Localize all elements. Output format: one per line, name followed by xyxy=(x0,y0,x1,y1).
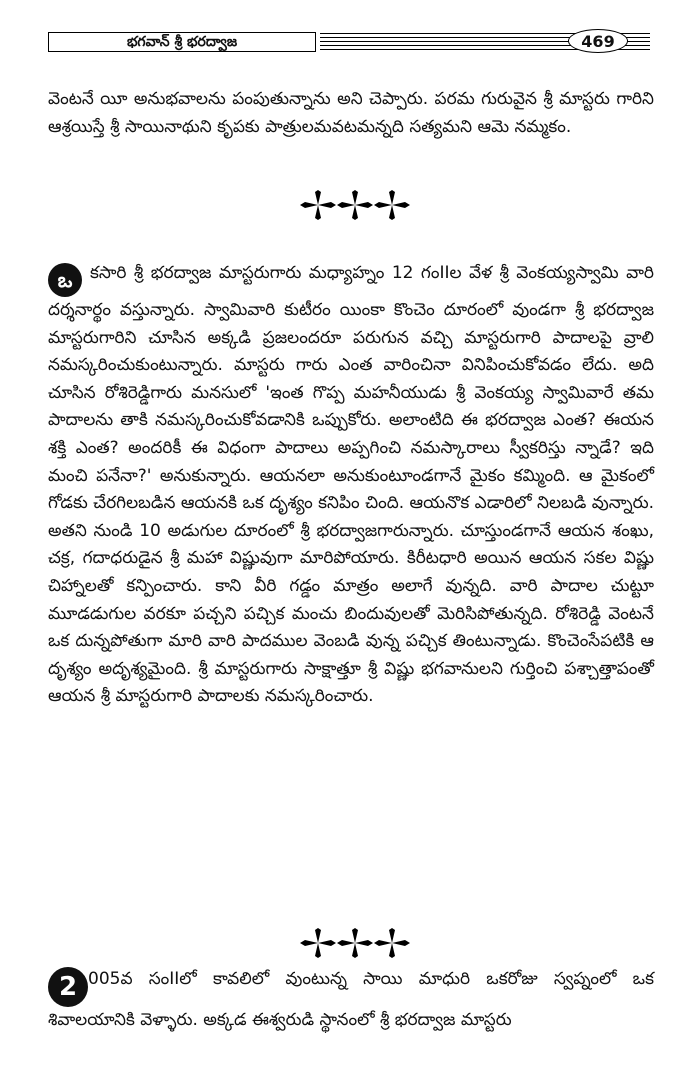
paragraph-2-text: కసారి శ్రీ భరద్వాజ మాస్టరుగారు మధ్యాహ్నం 12 గంIIల వేళ శ్రీ వెంకయ్యస్వామి వారి దర్శనార్థం వస్తున్నారు. స్వామివారి కుటీరం యింకా కొంచెం దూరంలో వుండగా శ్రీ భరద్వాజ మాస్టరుగారిని చూసిన అక్కడి ప్రజలందరూ పరుగున వచ్చి మాస్టరుగారి పాదాలపై వ్రాలి నమస్కరించుకుంటున్నారు. మాస్టరు గారు ఎంత వారించినా వినిపించుకోవడం లేదు. అది చూసిన రోశిరెడ్డిగారు మనసులో 'ఇంత గొప్ప మహనీయుడు శ్రీ వెంకయ్య స్వామివారే తమ పాదాలను తాకి నమస్కరించుకోవడానికి ఒప్పుకోరు. అలాంటిది ఈ భరద్వాజ ఎంత? ఈయన శక్తి ఎంత? అందరికీ ఈ విధంగా పాదాలు అప్పగించి నమస్కారాలు స్వీకరిస్తు న్నాడే? ఇది మంచి పనేనా?' అనుకున్నారు. ఆయనలా అనుకుంటూండగానే మైకం కమ్మింది. ఆ మైకంలో గోడకు చేరగిలబడిన ఆయనకి ఒక దృశ్యం కనిపిం చింది. ఆయనొక ఎడారిలో నిలబడి వున్నారు. అతని నుండి 10 అడుగుల దూరంలో శ్రీ భరద్వాజగారున్నారు. చూస్తుండగానే ఆయన శంఖు, చక్ర, గదాధరుడైన శ్రీ మహా విష్ణువుగా మారిపోయారు. కిరీటధారి అయిన ఆయన సకల విష్ణు చిహ్నాలతో కన్పించారు. కాని వీరి గడ్డం మాత్రం అలాగే వున్నది. వారి పాదాల చుట్టూ మూడడుగుల వరకూ పచ్చని పచ్చిక మంచు బిందువులతో మెరిసిపోతున్నది. రోశిరెడ్డి వెంటనే ఒక దున్నపోతుగా మారి వారి పాదముల వెంబడి వున్న పచ్చిక తింటున్నాడు. కొంచెంసేపటికి ఆ దృశ్యం అదృశ్యమైంది. శ్రీ మాస్టరుగారు సాక్షాత్తూ శ్రీ విష్ణు భగవానులని గుర్తించి పశ్చాత్తాపంతో ఆయన శ్రీ మాస్టరుగారి పాదాలకు నమస్కరించారు. xyxy=(48,263,654,707)
page-number: 469 xyxy=(568,29,628,53)
paragraph-3 xyxy=(48,966,654,1035)
ornament-separator-icon xyxy=(300,190,410,220)
ornament-separator-icon xyxy=(300,928,410,958)
paragraph-1 xyxy=(48,86,654,141)
paragraph-1-text: వెంటనే యీ అనుభవాలను పంపుతున్నాను అని చెప్పారు. పరమ గురువైన శ్రీ మాస్టరు గారిని ఆశ్రయిస్తే శ్రీ సాయినాథుని కృపకు పాత్రులమవటమన్నది సత్యమని ఆమె నమ్మకం. xyxy=(48,89,654,137)
header-title: భగవాన్ శ్రీ భరద్వాజ xyxy=(48,32,316,52)
dropcap-number: 2 xyxy=(48,967,88,1007)
dropcap-letter: ఒ xyxy=(48,263,82,297)
paragraph-2 xyxy=(48,260,654,711)
paragraph-3-text: 005వ సంIIలో కావలిలో వుంటున్న సాయి మాధురి ఒకరోజు స్వప్నంలో ఒక శివాలయానికి వెళ్ళారు. అక్కడ ఈశ్వరుడి స్థానంలో శ్రీ భరద్వాజ మాస్టరు xyxy=(48,969,654,1030)
running-header xyxy=(48,32,650,56)
